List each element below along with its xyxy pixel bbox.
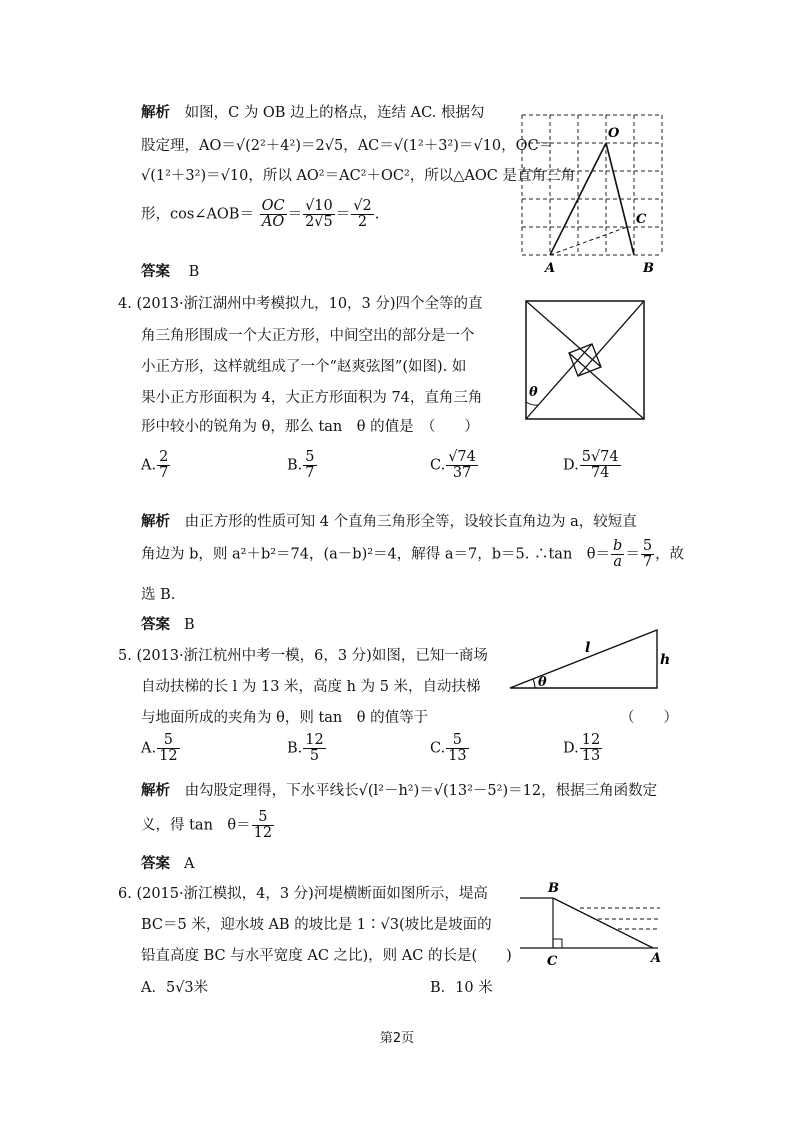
q6-stem-line3: 铅直高度 BC 与水平宽度 AC 之比)，则 AC 的长是( ): [141, 948, 512, 964]
grid-lines: [522, 115, 662, 255]
q5-escalator-figure: [505, 625, 675, 695]
fraction: $\frac{√10}{2√5}$: [305, 198, 333, 231]
q5-analysis-line1: 解析 由勾股定理得，下水平线长√(l²－h²)＝√(13²－5²)＝12，根据三角函数定: [141, 783, 658, 799]
q4-stem-line2: 角三角形围成一个大正方形，中间空出的部分是一个: [141, 328, 475, 344]
inner-triangles: [526, 301, 644, 419]
q4-stem-line1: 4. (2013·浙江湖州中考模拟九，10，3 分)四个全等的直: [118, 296, 483, 312]
right-triangle: [510, 630, 657, 688]
q3-analysis-line2: 股定理，AO＝√(2²＋4²)＝2√5，AC＝√(1²＋3²)＝√10，OC＝: [141, 138, 554, 154]
q6-option-b[interactable]: B．10 米: [430, 980, 493, 996]
q3-analysis-label: 解析: [141, 105, 170, 121]
q5-option-c[interactable]: C. $\frac{5}{13}$: [430, 732, 467, 765]
theta-label: θ: [529, 385, 538, 400]
q5-answer-bracket: （ ）: [620, 710, 678, 726]
q4-option-b[interactable]: B. $\frac{5}{7}$: [287, 449, 315, 482]
point-a-label: A: [545, 261, 556, 276]
q4-stem-line3: 小正方形，这样就组成了一个“赵爽弦图”(如图). 如: [141, 359, 467, 375]
point-a-label: A: [651, 951, 662, 966]
q3-answer: 答案 B: [141, 264, 200, 280]
q5-option-b[interactable]: B. $\frac{12}{5}$: [287, 732, 324, 765]
q6-stem-line1: 6. (2015·浙江模拟，4，3 分)河堤横断面如图所示，堤高: [118, 886, 488, 902]
page-number: 第2页: [379, 1031, 415, 1046]
q3-analysis-line4: 形，cos∠AOB＝ $\frac{OC}{AO}$ ＝ $\frac{√10}{2√5}$ ＝ $\frac{√2}{2}$ .: [141, 198, 380, 231]
fraction: $\frac{OC}{AO}$: [261, 198, 285, 231]
q5-analysis-line2: 义，得 tan θ＝ $\frac{5}{12}$: [141, 809, 273, 842]
q5-answer: 答案 A: [141, 856, 195, 872]
point-c-label: C: [547, 954, 558, 968]
q4-stem-line4: 果小正方形面积为 4，大正方形面积为 74，直角三角: [141, 390, 483, 406]
q4-stem-line5: 形中较小的锐角为 θ，那么 tan θ 的值是 （ ）: [141, 419, 479, 435]
q4-zhao-shuang-figure: [523, 298, 648, 424]
outer-square: [526, 301, 644, 419]
water-lines: [580, 908, 660, 929]
point-b-label: B: [548, 881, 559, 896]
hypotenuse-l-label: l: [585, 640, 591, 656]
point-o-label: O: [608, 126, 620, 141]
height-h-label: h: [660, 652, 671, 668]
angle-arc: [526, 402, 538, 405]
angle-arc: [533, 679, 535, 688]
q5-option-a[interactable]: A. $\frac{5}{12}$: [141, 732, 178, 765]
right-angle-mark: [553, 939, 562, 948]
q3-grid-figure: [515, 112, 675, 277]
q5-stem-line1: 5. (2013·浙江杭州中考一模，6，3 分)如图，已知一商场: [118, 648, 488, 664]
inner-square: [569, 344, 601, 376]
q3-analysis-line3: √(1²＋3²)＝√10，所以 AO²＝AC²＋OC²，所以△AOC 是直角三角: [141, 168, 575, 184]
point-b-label: B: [643, 261, 654, 276]
q5-stem-line3: 与地面所成的夹角为 θ，则 tan θ 的值等于: [141, 710, 429, 726]
q4-option-a[interactable]: A. $\frac{2}{7}$: [141, 449, 169, 482]
q4-analysis-line2: 角边为 b，则 a²＋b²＝74，(a－b)²＝4，解得 a＝7，b＝5. ∴tan θ＝ $\frac{b}{a}$ ＝ $\frac{5}{7}$ ，故: [141, 538, 685, 571]
q5-option-d[interactable]: D. $\frac{12}{13}$: [563, 732, 601, 765]
q4-analysis-line3: 选 B.: [141, 587, 176, 603]
fraction: $\frac{√2}{2}$: [353, 198, 372, 231]
q3-analysis-line1: 解析 如图，C 为 OB 边上的格点，连结 AC. 根据勾: [141, 105, 485, 121]
theta-label: θ: [538, 675, 547, 690]
slope-ab: [553, 898, 653, 948]
point-c-label: C: [636, 212, 647, 227]
q6-stem-line2: BC＝5 米，迎水坡 AB 的坡比是 1∶√3(坡比是坡面的: [141, 917, 492, 933]
q5-stem-line2: 自动扶梯的长 l 为 13 米，高度 h 为 5 米，自动扶梯: [141, 679, 481, 695]
q4-option-c[interactable]: C. $\frac{√74}{37}$: [430, 449, 476, 482]
q4-answer: 答案 B: [141, 617, 195, 633]
q4-analysis-line1: 解析 由正方形的性质可知 4 个直角三角形全等，设较长直角边为 a，较短直: [141, 514, 637, 530]
q6-option-a[interactable]: A．5√3米: [141, 980, 209, 996]
q4-option-d[interactable]: D. $\frac{5√74}{74}$: [563, 449, 619, 482]
q6-embankment-figure: [520, 878, 680, 968]
